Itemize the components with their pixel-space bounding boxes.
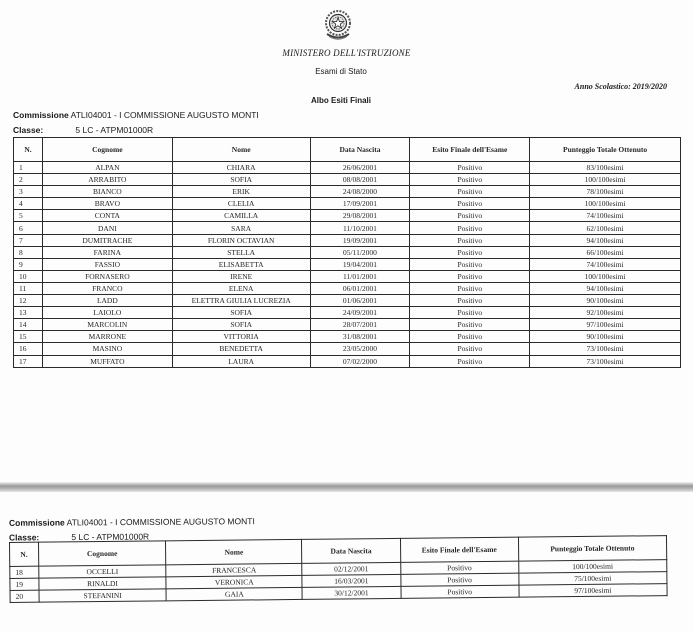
cell-punteggio: 94/100esimi xyxy=(530,234,681,246)
cell-n: 5 xyxy=(14,210,43,222)
cell-n: 19 xyxy=(10,578,39,590)
cell-n: 10 xyxy=(14,270,43,282)
cell-nome: VITTORIA xyxy=(172,331,310,343)
cell-nome: SOFIA xyxy=(172,319,310,331)
cell-punteggio: 74/100esimi xyxy=(530,258,681,270)
cell-data-nascita: 31/08/2001 xyxy=(310,331,410,343)
cell-esito: Positivo xyxy=(410,331,530,343)
cell-data-nascita: 24/08/2000 xyxy=(310,186,410,198)
cell-cognome: ALPAN xyxy=(42,162,172,174)
cell-esito: Positivo xyxy=(410,319,530,331)
classe-label: Classe: xyxy=(13,125,44,135)
cell-cognome: LAIOLO xyxy=(42,307,172,319)
cell-n: 15 xyxy=(14,331,43,343)
cell-n: 7 xyxy=(14,234,43,246)
cell-n: 18 xyxy=(10,566,39,578)
cell-esito: Positivo xyxy=(410,198,530,210)
cell-punteggio: 90/100esimi xyxy=(530,295,681,307)
table-row xyxy=(14,210,681,222)
cell-data-nascita: 26/06/2001 xyxy=(310,162,410,174)
cell-data-nascita: 05/11/2000 xyxy=(310,246,410,258)
cell-nome: BENEDETTA xyxy=(172,343,310,355)
cell-punteggio: 75/100esimi xyxy=(518,572,666,586)
cell-data-nascita: 19/09/2001 xyxy=(310,234,410,246)
cell-cognome: MUFFATO xyxy=(42,355,172,367)
cell-n: 16 xyxy=(14,343,43,355)
cell-nome: IRENE xyxy=(172,270,310,282)
cell-cognome: FORNASERO xyxy=(42,270,172,282)
cell-n: 11 xyxy=(14,282,43,294)
cell-punteggio: 73/100esimi xyxy=(530,343,681,355)
cell-nome: ELETTRA GIULIA LUCREZIA xyxy=(172,295,310,307)
table-header-row xyxy=(14,138,681,162)
table-row xyxy=(14,295,681,307)
cell-nome: FRANCESCA xyxy=(166,563,302,577)
cell-n: 3 xyxy=(14,186,43,198)
cell-cognome: CONTA xyxy=(42,210,172,222)
classe-value: 5 LC - ATPM01000R xyxy=(71,531,150,543)
cell-data-nascita: 29/08/2001 xyxy=(310,210,410,222)
column-header-punteggio: Punteggio Totale Ottenuto xyxy=(518,536,667,562)
cell-nome: LAURA xyxy=(172,355,310,367)
cell-punteggio: 92/100esimi xyxy=(530,307,681,319)
cell-nome: VERONICA xyxy=(166,576,302,590)
table-row xyxy=(14,270,681,282)
cell-punteggio: 94/100esimi xyxy=(530,282,681,294)
cell-nome: ERIK xyxy=(172,186,310,198)
cell-data-nascita: 11/10/2001 xyxy=(310,222,410,234)
cell-punteggio: 100/100esimi xyxy=(530,270,681,282)
cell-punteggio: 97/100esimi xyxy=(530,319,681,331)
cell-nome: SOFIA xyxy=(172,307,310,319)
cell-esito: Positivo xyxy=(410,162,530,174)
cell-punteggio: 83/100esimi xyxy=(530,162,681,174)
table-row xyxy=(14,307,681,319)
cell-data-nascita: 07/02/2000 xyxy=(310,355,410,367)
cell-data-nascita: 23/05/2000 xyxy=(310,343,410,355)
cell-n: 8 xyxy=(14,246,43,258)
cell-esito: Positivo xyxy=(410,282,530,294)
cell-esito: Positivo xyxy=(410,295,530,307)
table-row xyxy=(14,343,681,355)
cell-punteggio: 100/100esimi xyxy=(530,174,681,186)
commissione-label: Commissione xyxy=(13,110,69,120)
column-header-esito: Esito Finale dell'Esame xyxy=(400,537,518,562)
cell-data-nascita: 28/07/2001 xyxy=(310,319,410,331)
cell-esito: Positivo xyxy=(401,585,519,598)
cell-cognome: DANI xyxy=(42,222,172,234)
cell-punteggio: 97/100esimi xyxy=(519,584,667,598)
cell-punteggio: 100/100esimi xyxy=(518,560,666,574)
column-header-nome: Nome xyxy=(166,539,302,564)
table-row xyxy=(14,355,681,367)
column-header-n: N. xyxy=(14,138,43,162)
cell-n: 14 xyxy=(14,319,43,331)
cell-data-nascita: 02/12/2001 xyxy=(302,562,401,575)
column-header-cognome: Cognome xyxy=(42,138,172,162)
results-table-page-2 xyxy=(9,535,668,603)
cell-punteggio: 73/100esimi xyxy=(530,355,681,367)
cell-esito: Positivo xyxy=(410,186,530,198)
document-title: Albo Esiti Finali xyxy=(310,96,371,105)
cell-cognome: STEFANINI xyxy=(39,589,167,602)
cell-esito: Positivo xyxy=(410,343,530,355)
cell-data-nascita: 11/01/2001 xyxy=(310,270,410,282)
cell-punteggio: 78/100esimi xyxy=(530,186,681,198)
cell-nome: CAMILLA xyxy=(172,210,310,222)
cell-n: 12 xyxy=(14,295,43,307)
cell-n: 4 xyxy=(14,198,43,210)
cell-nome: FLORIN OCTAVIAN xyxy=(172,234,310,246)
cell-nome: CHIARA xyxy=(172,162,310,174)
table-row xyxy=(14,282,681,294)
italian-republic-emblem-icon xyxy=(322,8,354,42)
cell-nome: ELISABETTA xyxy=(172,258,310,270)
cell-punteggio: 100/100esimi xyxy=(530,198,681,210)
table-row xyxy=(14,319,681,331)
cell-data-nascita: 01/06/2001 xyxy=(310,295,410,307)
cell-esito: Positivo xyxy=(410,234,530,246)
column-header-data-nascita: Data Nascita xyxy=(302,538,401,563)
cell-nome: CLELIA xyxy=(172,198,310,210)
table-row xyxy=(14,331,681,343)
column-header-nome: Nome xyxy=(172,138,310,162)
cell-cognome: MARRONE xyxy=(42,331,172,343)
exam-type: Esami di Stato xyxy=(315,67,367,76)
column-header-data-nascita: Data Nascita xyxy=(310,138,410,162)
cell-n: 13 xyxy=(14,307,43,319)
cell-n: 20 xyxy=(10,590,39,602)
table-row xyxy=(14,246,681,258)
cell-cognome: LADD xyxy=(42,295,172,307)
cell-data-nascita: 17/09/2001 xyxy=(310,198,410,210)
table-row xyxy=(14,258,681,270)
cell-cognome: FRANCO xyxy=(42,282,172,294)
commissione-line xyxy=(13,110,259,120)
cell-esito: Positivo xyxy=(410,210,530,222)
cell-nome: SOFIA xyxy=(172,174,310,186)
cell-cognome: ARRABITO xyxy=(42,174,172,186)
cell-data-nascita: 19/04/2001 xyxy=(310,258,410,270)
cell-punteggio: 62/100esimi xyxy=(530,222,681,234)
school-year: Anno Scolastico: 2019/2020 xyxy=(574,82,667,91)
cell-esito: Positivo xyxy=(401,573,519,586)
cell-esito: Positivo xyxy=(410,258,530,270)
cell-cognome: OCCELLI xyxy=(38,565,166,578)
cell-n: 9 xyxy=(14,258,43,270)
cell-data-nascita: 06/01/2001 xyxy=(310,282,410,294)
cell-data-nascita: 30/12/2001 xyxy=(302,587,401,600)
cell-cognome: BIANCO xyxy=(42,186,172,198)
commissione-value: ATLI04001 - I COMMISSIONE AUGUSTO MONTI xyxy=(70,110,259,120)
column-header-n: N. xyxy=(10,542,39,566)
results-table-page-1 xyxy=(13,137,681,368)
cell-nome: GAIA xyxy=(166,588,302,602)
column-header-punteggio: Punteggio Totale Ottenuto xyxy=(530,138,681,162)
cell-esito: Positivo xyxy=(410,355,530,367)
commissione-label: Commissione xyxy=(8,517,65,528)
cell-nome: ELENA xyxy=(172,282,310,294)
classe-value: 5 LC - ATPM01000R xyxy=(75,125,154,135)
cell-n: 17 xyxy=(14,355,43,367)
table-row xyxy=(14,222,681,234)
column-header-esito: Esito Finale dell'Esame xyxy=(410,138,530,162)
cell-punteggio: 66/100esimi xyxy=(530,246,681,258)
cell-n: 2 xyxy=(14,174,43,186)
cell-esito: Positivo xyxy=(410,174,530,186)
commissione-line xyxy=(9,516,255,528)
cell-cognome: FARINA xyxy=(42,246,172,258)
cell-cognome: FASSIO xyxy=(42,258,172,270)
cell-cognome: DUMITRACHE xyxy=(42,234,172,246)
cell-cognome: MASINO xyxy=(42,343,172,355)
cell-esito: Positivo xyxy=(410,222,530,234)
cell-data-nascita: 16/03/2001 xyxy=(302,574,401,587)
table-row xyxy=(14,174,681,186)
table-row xyxy=(14,162,681,174)
column-header-cognome: Cognome xyxy=(38,541,166,566)
cell-cognome: BRAVO xyxy=(42,198,172,210)
cell-nome: STELLA xyxy=(172,246,310,258)
cell-data-nascita: 24/09/2001 xyxy=(310,307,410,319)
table-row xyxy=(14,234,681,246)
cell-punteggio: 90/100esimi xyxy=(530,331,681,343)
table-row xyxy=(14,186,681,198)
page-separator xyxy=(0,482,693,492)
cell-cognome: RINALDI xyxy=(39,577,167,590)
cell-esito: Positivo xyxy=(410,270,530,282)
cell-nome: SARA xyxy=(172,222,310,234)
cell-n: 1 xyxy=(14,162,43,174)
table-row xyxy=(14,198,681,210)
classe-line xyxy=(13,125,153,135)
cell-cognome: MARCOLIN xyxy=(42,319,172,331)
cell-n: 6 xyxy=(14,222,43,234)
cell-esito: Positivo xyxy=(400,561,518,574)
cell-punteggio: 74/100esimi xyxy=(530,210,681,222)
cell-data-nascita: 08/08/2001 xyxy=(310,174,410,186)
cell-esito: Positivo xyxy=(410,246,530,258)
classe-label: Classe: xyxy=(8,532,40,543)
commissione-value: ATLI04001 - I COMMISSIONE AUGUSTO MONTI xyxy=(66,516,255,528)
cell-esito: Positivo xyxy=(410,307,530,319)
ministry-name: MINISTERO DELL'ISTRUZIONE xyxy=(282,48,411,58)
